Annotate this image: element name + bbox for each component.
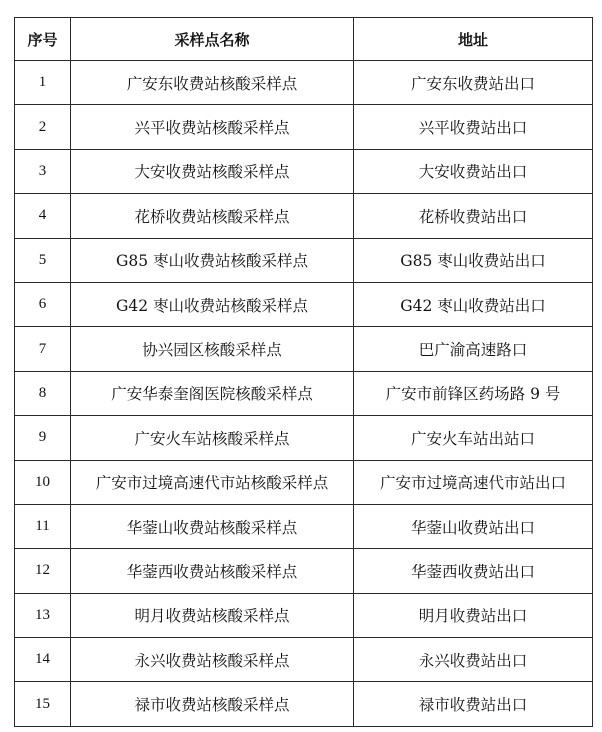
sampling-sites-table: [14, 17, 593, 727]
address-cell: 广安市前锋区药场路 9 号: [354, 371, 593, 415]
serial-number-cell: 8: [15, 371, 71, 415]
serial-number-cell: 2: [15, 105, 71, 149]
address-cell: 广安市过境高速代市站出口: [354, 460, 593, 504]
table-row: [15, 105, 593, 149]
table-row: [15, 549, 593, 593]
table-row: [15, 282, 593, 326]
serial-number-cell: 3: [15, 149, 71, 193]
serial-number-cell: 13: [15, 593, 71, 637]
table-row: [15, 504, 593, 548]
serial-number-cell: 9: [15, 416, 71, 460]
serial-number-cell: 10: [15, 460, 71, 504]
site-name-cell: G42 枣山收费站核酸采样点: [71, 282, 354, 326]
table-row: [15, 682, 593, 726]
address-cell: 明月收费站出口: [354, 593, 593, 637]
header-serial-number: 序号: [15, 18, 71, 61]
table-header: [15, 18, 593, 61]
site-name-cell: 协兴园区核酸采样点: [71, 327, 354, 371]
address-cell: 大安收费站出口: [354, 149, 593, 193]
address-cell: 禄市收费站出口: [354, 682, 593, 726]
serial-number-cell: 12: [15, 549, 71, 593]
site-name-cell: 广安市过境高速代市站核酸采样点: [71, 460, 354, 504]
address-cell: 巴广渝高速路口: [354, 327, 593, 371]
serial-number-cell: 15: [15, 682, 71, 726]
address-cell: 华蓥山收费站出口: [354, 504, 593, 548]
site-name-cell: 永兴收费站核酸采样点: [71, 638, 354, 682]
site-name-cell: 禄市收费站核酸采样点: [71, 682, 354, 726]
serial-number-cell: 1: [15, 61, 71, 105]
site-name-cell: 明月收费站核酸采样点: [71, 593, 354, 637]
table-row: [15, 416, 593, 460]
table-row: [15, 371, 593, 415]
site-name-cell: 华蓥西收费站核酸采样点: [71, 549, 354, 593]
site-name-cell: 广安华泰奎阁医院核酸采样点: [71, 371, 354, 415]
header-address: 地址: [354, 18, 593, 61]
serial-number-cell: 4: [15, 194, 71, 238]
table-row: [15, 194, 593, 238]
site-name-cell: 大安收费站核酸采样点: [71, 149, 354, 193]
table-row: [15, 61, 593, 105]
address-cell: 兴平收费站出口: [354, 105, 593, 149]
serial-number-cell: 7: [15, 327, 71, 371]
serial-number-cell: 6: [15, 282, 71, 326]
address-cell: 华蓥西收费站出口: [354, 549, 593, 593]
address-cell: G42 枣山收费站出口: [354, 282, 593, 326]
table-row: [15, 238, 593, 282]
serial-number-cell: 11: [15, 504, 71, 548]
header-site-name: 采样点名称: [71, 18, 354, 61]
table-row: [15, 638, 593, 682]
address-cell: 广安火车站出站口: [354, 416, 593, 460]
table-row: [15, 149, 593, 193]
site-name-cell: 花桥收费站核酸采样点: [71, 194, 354, 238]
table-row: [15, 460, 593, 504]
table-row: [15, 327, 593, 371]
serial-number-cell: 5: [15, 238, 71, 282]
table-body: [15, 61, 593, 727]
site-name-cell: 广安火车站核酸采样点: [71, 416, 354, 460]
address-cell: 广安东收费站出口: [354, 61, 593, 105]
site-name-cell: 广安东收费站核酸采样点: [71, 61, 354, 105]
site-name-cell: 华蓥山收费站核酸采样点: [71, 504, 354, 548]
serial-number-cell: 14: [15, 638, 71, 682]
header-row: [15, 18, 593, 61]
address-cell: G85 枣山收费站出口: [354, 238, 593, 282]
address-cell: 永兴收费站出口: [354, 638, 593, 682]
table-row: [15, 593, 593, 637]
address-cell: 花桥收费站出口: [354, 194, 593, 238]
site-name-cell: G85 枣山收费站核酸采样点: [71, 238, 354, 282]
site-name-cell: 兴平收费站核酸采样点: [71, 105, 354, 149]
